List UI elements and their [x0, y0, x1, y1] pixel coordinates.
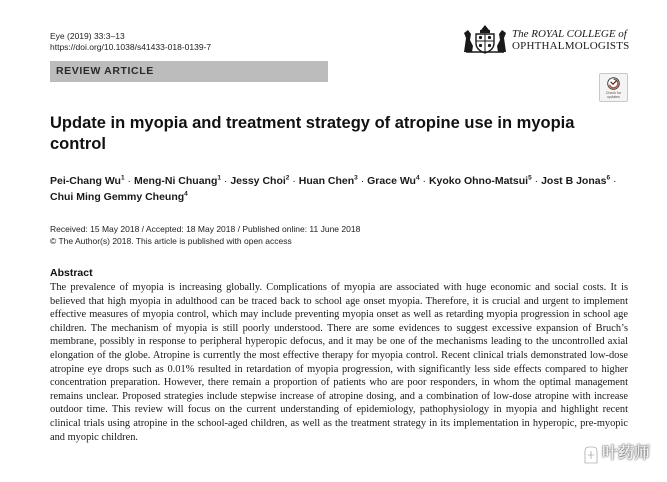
- pharmacist-logo-icon: [582, 445, 600, 465]
- doi-link[interactable]: https://doi.org/10.1038/s41433-018-0139-7: [50, 42, 212, 52]
- publisher-logo: [462, 24, 632, 56]
- article-type-label: REVIEW ARTICLE: [56, 65, 154, 77]
- author-name[interactable]: Huan Chen: [298, 175, 355, 187]
- watermark: [582, 443, 660, 467]
- author-name[interactable]: Jessy Choi: [230, 175, 286, 187]
- publisher-name-line2: OPHTHALMOLOGISTS: [512, 40, 630, 52]
- author-affiliation-marker: 5: [528, 174, 532, 182]
- author-separator: ·: [419, 175, 429, 187]
- license-statement: © The Author(s) 2018. This article is published with open access: [50, 236, 292, 246]
- author-list: [50, 173, 640, 205]
- author-name[interactable]: Jost B Jonas: [541, 175, 607, 187]
- author-separator: ·: [610, 175, 617, 187]
- author-affiliation-marker: 1: [120, 174, 125, 182]
- author-name[interactable]: Grace Wu: [367, 175, 416, 187]
- author-separator: ·: [289, 175, 299, 187]
- watermark-text: 叶药师: [602, 445, 651, 462]
- abstract-heading: Abstract: [50, 267, 93, 279]
- check-for-updates-label: Check for updates: [605, 91, 622, 99]
- publication-dates: [50, 223, 360, 247]
- author-separator: ·: [357, 175, 368, 187]
- author-separator: ·: [220, 175, 231, 187]
- author-affiliation-marker: 2: [285, 174, 290, 182]
- publisher-name-line1: The ROYAL COLLEGE of: [512, 28, 627, 40]
- coat-of-arms-icon: [462, 24, 508, 54]
- check-for-updates-icon: [607, 77, 620, 90]
- author-name[interactable]: Pei-Chang Wu: [50, 175, 121, 187]
- author-affiliation-marker: 1: [217, 174, 221, 182]
- check-for-updates-button[interactable]: [599, 73, 628, 102]
- author-name[interactable]: Meng-Ni Chuang: [133, 175, 218, 187]
- abstract-text: The prevalence of myopia is increasing globally. Complications of myopia are associated with huge economic and social costs. It is believed that high myopia in adulthood can be traced back to school age onset myopia. Therefore, it is crucial and urgent to implement effective measures of myopia control, which may include preventing myopia onset as well as retarding myopia progression in school age children. The mechanism of myopia is still poorly understood. There are some evidences to suggest excessive expansion of Bruch’s membrane, possibly in response to peripheral hyperopic defocus, and it may be one of the mechanisms leading to the uncontrolled axial elongation of the globe. Atropine is currently the most effective therapy for myopia control. Recent clinical trials demonstrated low-dose atropine eye drops such as 0.01% resulted in retardation of myopia progression, with significantly less side effects compared to higher concentration preparation. However, there remain a proportion of patients who are poor responders, in whom the optimal management remains unclear. Proposed strategies include stepwise increase of atropine dosing, and a combination of low-dose atropine with increase outdoor time. This review will focus on the current understanding of epidemiology, pathophysiology in myopia and highlight recent clinical trials using atropine in the school-aged children, as well as the treatment strategy in its implementation in hyperopic, pre-myopic and myopic children.: [50, 282, 628, 443]
- publisher-name: [512, 29, 629, 52]
- author-name[interactable]: Kyoko Ohno-Matsui: [428, 175, 529, 187]
- article-type-band: [50, 61, 328, 82]
- author-separator: ·: [531, 175, 542, 187]
- author-separator: ·: [124, 175, 134, 187]
- article-title: Update in myopia and treatment strategy of atropine use in myopia control: [50, 114, 575, 153]
- author-name[interactable]: Chui Ming Gemmy Cheung: [50, 191, 185, 203]
- author-affiliation-marker: 6: [606, 174, 611, 182]
- author-affiliation-marker: 4: [184, 190, 188, 198]
- author-affiliation-marker: 4: [415, 174, 420, 182]
- author-affiliation-marker: 3: [354, 174, 358, 182]
- journal-citation: Eye (2019) 33:3–13: [50, 31, 125, 41]
- journal-reference: [50, 31, 211, 53]
- received-accepted-published: Received: 15 May 2018 / Accepted: 18 May 2018 / Published online: 11 June 2018: [50, 224, 361, 234]
